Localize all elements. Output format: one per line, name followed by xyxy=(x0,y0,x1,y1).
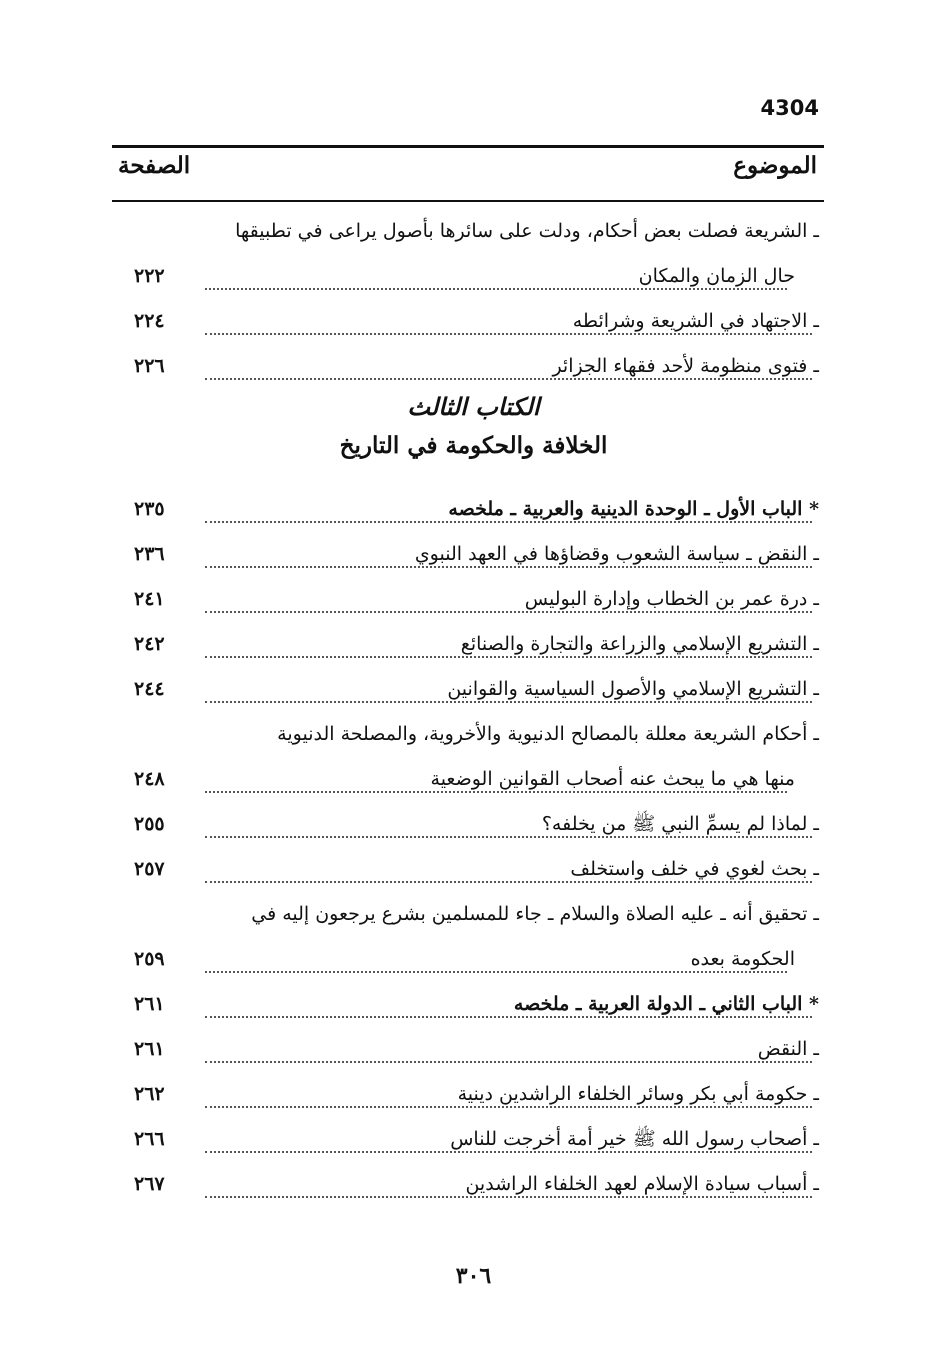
toc-entry-label: الحكومة بعده xyxy=(685,948,795,970)
toc-page-number: ٢٦١ xyxy=(134,993,165,1015)
toc-page-number: ٢٦٦ xyxy=(134,1128,165,1150)
column-header-page: الصفحة xyxy=(118,152,191,179)
toc-entry-text xyxy=(205,1169,819,1199)
toc-entry-line xyxy=(0,1073,947,1118)
toc-entry-text xyxy=(205,764,795,794)
toc-page-number: ٢٣٦ xyxy=(134,543,165,565)
toc-entry xyxy=(0,1073,947,1118)
toc-entry xyxy=(0,1118,947,1163)
toc-entry-label: ـ فتوى منظومة لأحد فقهاء الجزائر xyxy=(546,355,819,377)
toc-entry xyxy=(0,1163,947,1208)
toc-entry-text xyxy=(205,899,819,929)
page-number-top: 4304 xyxy=(760,96,819,120)
toc-entry-label: ـ درة عمر بن الخطاب وإدارة البوليس xyxy=(519,588,819,610)
toc-page-number: ٢٦٢ xyxy=(134,1083,165,1105)
toc-page-number: ٢٣٥ xyxy=(134,498,165,520)
toc-entry xyxy=(0,533,947,578)
toc-entry-text xyxy=(205,629,819,659)
toc-entry xyxy=(0,1028,947,1073)
toc-entry-label: ـ النقض ـ سياسة الشعوب وقضاؤها في العهد النبوي xyxy=(409,543,819,565)
toc-entry-label: حال الزمان والمكان xyxy=(633,265,795,287)
toc-entry-label: ـ أصحاب رسول الله ﷺ خير أمة أخرجت للناس xyxy=(444,1128,819,1150)
toc-entry-text xyxy=(205,1124,819,1154)
toc-entry-text xyxy=(205,584,819,614)
toc-entry-label: ـ أسباب سيادة الإسلام لعهد الخلفاء الراشدين xyxy=(459,1173,819,1195)
column-header-topic: الموضوع xyxy=(733,152,817,179)
toc-entry xyxy=(0,713,947,803)
dot-leader xyxy=(205,333,812,335)
dot-leader xyxy=(205,701,812,703)
toc-entry-label: ـ التشريع الإسلامي والأصول السياسية والقوانين xyxy=(441,678,819,700)
toc-entry-line xyxy=(0,488,947,533)
toc-entry-label: ـ حكومة أبي بكر وسائر الخلفاء الراشدين دينية xyxy=(452,1083,819,1105)
toc-entry-line xyxy=(0,210,947,255)
dot-leader xyxy=(205,971,787,973)
toc-entry xyxy=(0,803,947,848)
toc-page-number: ٢٥٩ xyxy=(134,948,165,970)
toc-entry-line xyxy=(0,578,947,623)
toc-entry-text xyxy=(205,674,819,704)
toc-entry-text xyxy=(205,1034,819,1064)
dot-leader xyxy=(205,288,787,290)
dot-leader xyxy=(205,378,812,380)
dot-leader xyxy=(205,1151,812,1153)
toc-entry xyxy=(0,578,947,623)
toc-entry-text xyxy=(205,719,819,749)
toc-entry-label: منها هي ما يبحث عنه أصحاب القوانين الوضعية xyxy=(425,768,795,790)
toc-entry-line xyxy=(0,1028,947,1073)
toc-entry-label: ـ الشريعة فصلت بعض أحكام، ودلت على سائرها بأصول يراعى في تطبيقها xyxy=(229,220,819,242)
toc-entry-text xyxy=(205,989,819,1019)
header-rule-top xyxy=(112,145,824,148)
toc-entry-text xyxy=(205,216,819,246)
toc-entry-text xyxy=(205,854,819,884)
toc-page-number: ٢٢٢ xyxy=(134,265,165,287)
toc-entry-label: * الباب الثاني ـ الدولة العربية ـ ملخصه xyxy=(508,993,819,1015)
dot-leader xyxy=(205,1016,812,1018)
toc-entry-label: ـ أحكام الشريعة معللة بالمصالح الدنيوية والأخروية، والمصلحة الدنيوية xyxy=(271,723,819,745)
toc-entry-text xyxy=(205,1079,819,1109)
toc-entry-text xyxy=(205,261,795,291)
toc-entry-label: ـ الاجتهاد في الشريعة وشرائطه xyxy=(567,310,819,332)
toc-entry-line xyxy=(0,983,947,1028)
dot-leader xyxy=(205,656,812,658)
toc-entry-label: ـ لماذا لم يسمِّ النبي ﷺ من يخلفه؟ xyxy=(536,813,819,835)
toc-entry-text xyxy=(205,306,819,336)
toc-entry xyxy=(0,893,947,983)
page-number-bottom: ٣٠٦ xyxy=(455,1263,492,1289)
toc-entry-label: ـ النقض xyxy=(752,1038,819,1060)
toc-entry xyxy=(0,848,947,893)
toc-entry-line xyxy=(0,533,947,578)
toc-entry-line xyxy=(0,1118,947,1163)
toc-page-number: ٢٢٤ xyxy=(134,310,165,332)
book-heading xyxy=(0,390,947,488)
toc-page-number: ٢٥٥ xyxy=(134,813,165,835)
toc-entry-text xyxy=(205,351,819,381)
dot-leader xyxy=(205,881,812,883)
entries-before-book xyxy=(0,210,947,390)
table-of-contents xyxy=(0,210,947,1208)
book-title: الكتاب الثالث xyxy=(407,392,540,421)
toc-entry-line xyxy=(0,758,947,803)
dot-leader xyxy=(205,566,812,568)
toc-entry-text xyxy=(205,944,795,974)
toc-page-number: ٢٤٤ xyxy=(134,678,165,700)
dot-leader xyxy=(205,521,812,523)
toc-entry-line xyxy=(0,848,947,893)
toc-page-number: ٢٤٢ xyxy=(134,633,165,655)
toc-entry-line xyxy=(0,713,947,758)
toc-entry-line xyxy=(0,255,947,300)
toc-entry-line xyxy=(0,803,947,848)
toc-entry xyxy=(0,488,947,533)
toc-entry-text xyxy=(205,494,819,524)
toc-entry-line xyxy=(0,1163,947,1208)
toc-entry-text xyxy=(205,809,819,839)
toc-entry xyxy=(0,983,947,1028)
dot-leader xyxy=(205,1106,812,1108)
toc-entry-line xyxy=(0,938,947,983)
toc-page-number: ٢٢٦ xyxy=(134,355,165,377)
toc-page-number: ٢٤٨ xyxy=(134,768,165,790)
dot-leader xyxy=(205,611,812,613)
toc-entry xyxy=(0,345,947,390)
toc-page-number: ٢٦٧ xyxy=(134,1173,165,1195)
toc-page-number: ٢٤١ xyxy=(134,588,165,610)
dot-leader xyxy=(205,791,787,793)
toc-entry xyxy=(0,623,947,668)
dot-leader xyxy=(205,836,812,838)
toc-entry-label: ـ تحقيق أنه ـ عليه الصلاة والسلام ـ جاء للمسلمين بشرع يرجعون إليه في xyxy=(245,903,819,925)
book-subtitle: الخلافة والحكومة في التاريخ xyxy=(339,432,608,459)
dot-leader xyxy=(205,1061,812,1063)
header-rule-bottom xyxy=(112,200,824,202)
toc-entry-line xyxy=(0,668,947,713)
toc-entry xyxy=(0,300,947,345)
entries-after-book xyxy=(0,488,947,1208)
toc-entry-label: ـ بحث لغوي في خلف واستخلف xyxy=(564,858,819,880)
toc-entry xyxy=(0,210,947,300)
toc-entry-line xyxy=(0,300,947,345)
toc-entry-line xyxy=(0,893,947,938)
toc-page-number: ٢٦١ xyxy=(134,1038,165,1060)
toc-entry-label: * الباب الأول ـ الوحدة الدينية والعربية ـ ملخصه xyxy=(442,498,819,520)
toc-page-number: ٢٥٧ xyxy=(134,858,165,880)
toc-entry-text xyxy=(205,539,819,569)
toc-entry xyxy=(0,668,947,713)
toc-entry-line xyxy=(0,345,947,390)
toc-entry-label: ـ التشريع الإسلامي والزراعة والتجارة والصنائع xyxy=(455,633,819,655)
dot-leader xyxy=(205,1196,812,1198)
toc-entry-line xyxy=(0,623,947,668)
